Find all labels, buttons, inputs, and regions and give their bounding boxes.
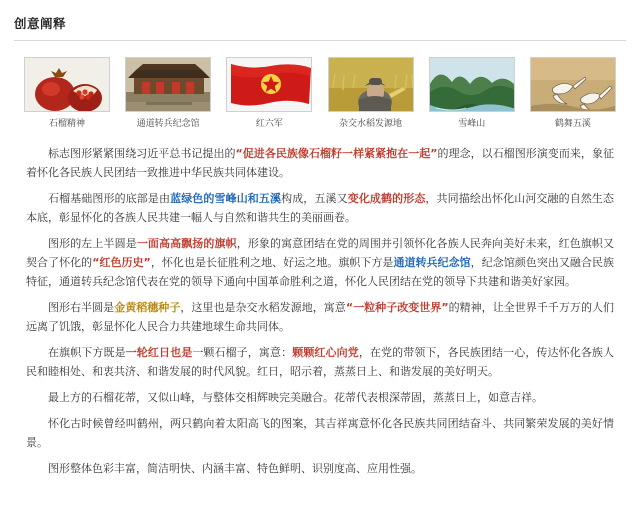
gallery-item-caption: 石榴精神: [48, 119, 85, 129]
memorial-hall-icon: [126, 58, 211, 112]
highlighted-text: “红色历史”: [92, 256, 151, 269]
highlighted-text: 通道转兵纪念馆: [393, 256, 471, 269]
flying-cranes-photo[interactable]: [530, 57, 616, 112]
body-text: ，纪念馆颜色突出又融合民族特征，通道转兵纪念馆代表在党的领导下通向中国革命胜利之道，怀化人民团结在党的领导下共建和谐美好家园。: [26, 256, 615, 288]
red-flag-icon: [227, 58, 312, 112]
body-text: ，这里也是杂交水稻发源地，寓意: [180, 301, 346, 314]
highlighted-text: “一粒种子改变世界”: [345, 301, 449, 314]
article-paragraph: [26, 189, 614, 227]
highlighted-text: 蓝绿色的雪峰山和五溪: [170, 192, 282, 205]
image-gallery: [0, 41, 640, 130]
body-text: 在旗帜下方既是: [48, 346, 126, 359]
body-text: 构成，五溪又: [281, 192, 348, 205]
rice-scientist-photo[interactable]: [328, 57, 414, 112]
body-text: 怀化古时候曾经叫鹤州，两只鹤向着太阳高飞的图案，其吉祥寓意怀化各民族共同团结奋斗、共同繁荣发展的美好情景。: [26, 417, 614, 449]
gallery-item[interactable]: [24, 57, 110, 130]
body-text: 石榴基础图形的底部是由: [48, 192, 171, 205]
article-paragraph: [26, 459, 614, 478]
gallery-item-caption: 红六军: [255, 119, 283, 129]
article-paragraph: [26, 234, 614, 291]
body-text: 的理念，以石榴图形演变而来，象征着怀化各民族人民团结一致推进中华民族共同体建设。: [26, 147, 614, 179]
gallery-item[interactable]: [530, 57, 616, 130]
highlighted-text: 颗颗红心向党: [292, 346, 359, 359]
gallery-item[interactable]: [429, 57, 515, 130]
gallery-item-caption: 通道转兵纪念馆: [136, 119, 200, 129]
highlighted-text: 变化成鹤的形态: [347, 192, 426, 205]
gallery-item-caption: 杂交水稻发源地: [339, 119, 403, 129]
body-text: 图形整体色彩丰富，简洁明快、内涵丰富、特色鲜明、识别度高、应用性强。: [48, 462, 422, 475]
page-title: 创意阐释: [14, 16, 67, 31]
highlighted-text: 一轮红日也是: [125, 346, 193, 359]
article-paragraph: [26, 414, 614, 452]
gallery-item[interactable]: [328, 57, 414, 130]
flying-cranes-icon: [531, 58, 616, 112]
page-title-bar: [0, 0, 640, 40]
article-body: [0, 130, 640, 478]
body-text: ，在党的带领下，各民族团结一心，传达怀化各族人民和睦相处、和衷共济、和谐发展的时代风貌。红日，昭示着，蒸蒸日上、和谐发展的美好明天。: [26, 346, 615, 378]
memorial-hall-photo[interactable]: [125, 57, 211, 112]
gallery-item-caption: 雪峰山: [458, 119, 486, 129]
body-text: 图形的左上半圆是: [48, 237, 137, 250]
body-text: ，怀化也是长征胜利之地、好运之地。旗帜下方是: [150, 256, 394, 269]
article-paragraph: [26, 343, 614, 381]
red-flag-photo[interactable]: [226, 57, 312, 112]
body-text: 图形右半圆是: [48, 301, 115, 314]
body-text: ，形象的寓意团结在党的周围并引领怀化各族人民奔向美好未来，红色旗帜又契合了怀化的: [26, 237, 615, 269]
body-text: 的精神，让全世界千千万万的人们远离了饥饿，彰显怀化人民合力共建地球生命共同体。: [26, 301, 615, 333]
pomegranate-photo[interactable]: [24, 57, 110, 112]
article-paragraph: [26, 298, 614, 336]
mountain-river-icon: [430, 58, 515, 112]
body-text: 最上方的石榴花蒂，又似山峰，与整体交相辉映完美融合。花蒂代表根深蒂固，蒸蒸日上，如意吉祥。: [48, 391, 543, 404]
highlighted-text: 一面高高飘扬的旗帜: [136, 237, 237, 250]
body-text: 标志图形紧紧围绕习近平总书记提出的: [48, 147, 236, 160]
pomegranate-icon: [25, 58, 110, 112]
article-paragraph: [26, 144, 614, 182]
highlighted-text: “促进各民族像石榴籽一样紧紧抱在一起”: [235, 147, 438, 160]
mountain-river-photo[interactable]: [429, 57, 515, 112]
article-paragraph: [26, 388, 614, 407]
gallery-item-caption: 鹤舞五溪: [554, 119, 591, 129]
rice-scientist-icon: [329, 58, 414, 112]
gallery-item[interactable]: [125, 57, 211, 130]
body-text: 一颗石榴子，寓意：: [192, 346, 293, 359]
gallery-item[interactable]: [226, 57, 312, 130]
body-text: ，共同描绘出怀化山河交融的自然生态本底，彰显怀化的各族人民共建一幅人与自然和谐共生的美丽画卷。: [26, 192, 615, 224]
highlighted-text: 金黄稻穗种子: [114, 301, 181, 314]
